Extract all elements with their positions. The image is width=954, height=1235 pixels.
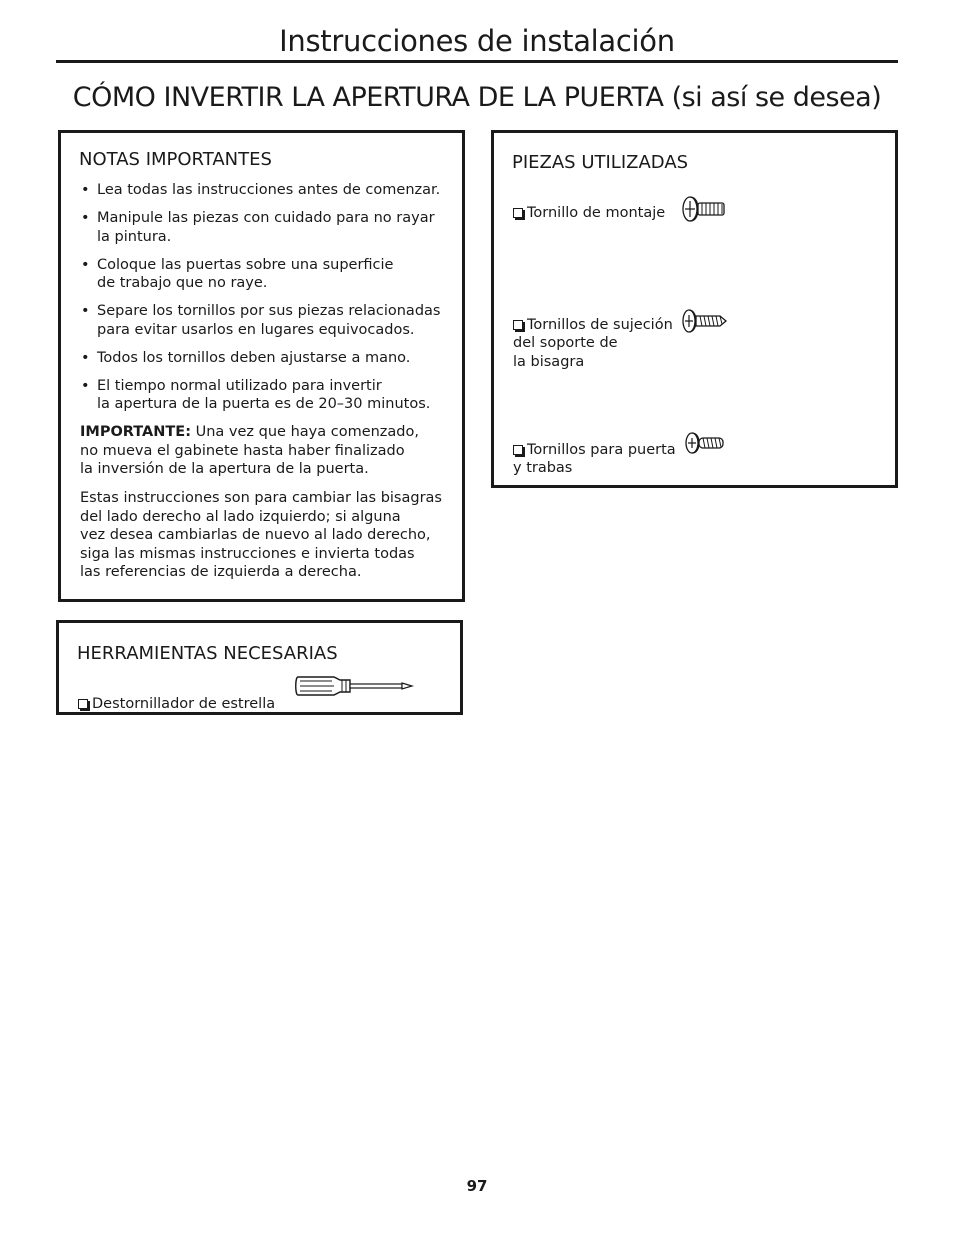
note-item: • Todos los tornillos deben ajustarse a mano.	[79, 349, 454, 368]
checkbox-icon	[513, 208, 523, 218]
note-item: • Separe los tornillos por sus piezas relacionadas para evitar usarlos en lugares equivocados.	[79, 302, 454, 339]
checkbox-icon	[78, 699, 88, 709]
parts-used-heading: PIEZAS UTILIZADAS	[512, 152, 689, 173]
section-title: CÓMO INVERTIR LA APERTURA DE LA PUERTA (si así se desea)	[72, 82, 882, 113]
phillips-screwdriver-icon	[294, 673, 416, 699]
hinge-bracket-screw-icon	[680, 305, 730, 337]
important-notes-list	[79, 181, 454, 423]
note-item: • El tiempo normal utilizado para invertir la apertura de la puerta es de 20–30 minutos.	[79, 377, 454, 414]
important-paragraph	[80, 423, 460, 479]
part-item-mounting-screw	[513, 185, 665, 222]
instructions-paragraph: Estas instrucciones son para cambiar las bisagras del lado derecho al lado izquierdo; si alguna vez desea cambiarlas de nuevo al lado derecho, siga las mismas instrucciones e invierta todas las referencias de izquierda a derecha.	[80, 490, 442, 580]
part-label: Tornillos de sujeción del soporte de la bisagra	[513, 316, 673, 370]
important-text: Una vez que haya comenzado, no mueva el gabinete hasta haber finalizado la inversión de la apertura de la puerta.	[80, 424, 419, 477]
page-number: 97	[466, 1177, 488, 1195]
part-item-hinge-bracket-screw	[513, 297, 673, 371]
tools-needed-box	[56, 620, 463, 715]
door-screw-icon	[684, 429, 728, 457]
checkbox-icon	[513, 445, 523, 455]
tool-item-screwdriver	[78, 676, 275, 713]
page-title: Instrucciones de instalación	[279, 24, 675, 58]
note-item: • Manipule las piezas con cuidado para no rayar la pintura.	[79, 209, 454, 246]
part-item-door-screw	[513, 422, 676, 478]
checkbox-icon	[513, 320, 523, 330]
important-notes-box	[58, 130, 465, 602]
mounting-screw-icon	[680, 193, 730, 225]
note-item: • Coloque las puertas sobre una superficie de trabajo que no raye.	[79, 256, 454, 293]
title-rule	[56, 60, 898, 63]
part-label: Tornillos para puerta y trabas	[513, 441, 676, 476]
important-label: IMPORTANTE:	[80, 424, 192, 440]
tool-label: Destornillador de estrella	[92, 695, 276, 712]
part-label: Tornillo de montaje	[527, 204, 666, 221]
note-item: • Lea todas las instrucciones antes de comenzar.	[79, 181, 454, 200]
parts-used-box	[491, 130, 898, 488]
tools-needed-heading: HERRAMIENTAS NECESARIAS	[77, 643, 338, 664]
important-notes-heading: NOTAS IMPORTANTES	[79, 149, 272, 170]
